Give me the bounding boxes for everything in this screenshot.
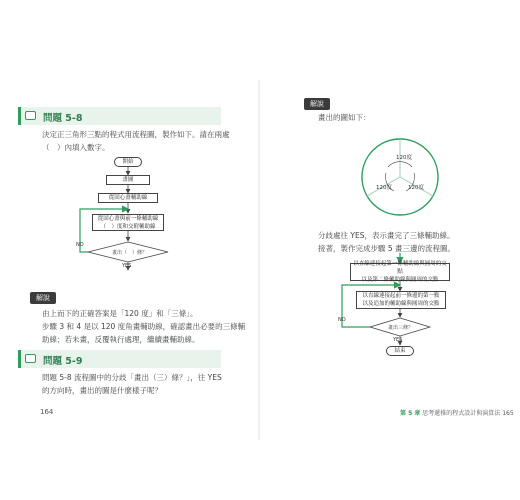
flowchart-step5 — [280, 95, 520, 425]
right-page — [280, 95, 520, 425]
left-page — [18, 95, 258, 425]
flow-end: 結束 — [386, 346, 414, 356]
question-5-9-header — [18, 350, 221, 368]
question-5-9-title: 問題 5-9 — [43, 356, 83, 367]
explanation-line: 分歧處往 YES，表示畫完了三條輔助線。 — [318, 231, 455, 240]
flow-no-label: NO — [76, 242, 84, 248]
flow-loop-line: （ ）度和交附輔助線 — [100, 223, 156, 230]
explanation-line: 接著，製作完成步驟 5 畫三邊的流程圖。 — [318, 244, 456, 253]
explanation-text — [42, 307, 245, 346]
question-5-9-text — [42, 371, 222, 397]
angle-label-left: 120度 — [376, 185, 392, 191]
chapter-title: 思考遞推的程式設計與演算法 — [422, 410, 501, 417]
question-5-8-title: 問題 5-8 — [43, 113, 83, 124]
question-text-line: 決定正三角形三點的程式用流程圖，製作如下。請在兩處 — [42, 130, 230, 139]
flow-clear: 畫圖 — [106, 175, 150, 185]
explanation-line: 助線；若未畫，反覆執行處理，繼續畫輔助線。 — [42, 335, 200, 344]
book-gutter — [258, 80, 260, 440]
page-footer-right — [400, 408, 514, 417]
flow-decision-label: 畫出三條？ — [388, 325, 414, 331]
flow-decision-label: 畫出（ ）條？ — [112, 250, 148, 256]
flow-box-1 — [350, 263, 450, 281]
angle-label-right: 120度 — [408, 185, 424, 191]
explanation-tag: 解說 — [30, 292, 56, 304]
flow-loop-line: 從固心畫與前一條輔助線 — [97, 215, 159, 222]
explanation-line: 由上而下的正確答案是「120 度」和「三條」。 — [42, 309, 198, 318]
question-text-line: 的方向時，畫出的圖是什麼樣子呢？ — [42, 386, 162, 395]
explanation-intro: 畫出的圖如下： — [318, 113, 371, 122]
explanation-line: 步驟 3 和 4 是以 120 度角畫輔助線，確認畫出必要的三條輔 — [42, 322, 246, 331]
pencil-note-icon — [25, 354, 36, 363]
flow-yes-label: YES — [393, 337, 403, 343]
question-text-line: 問題 5-8 流程圖中的分歧「畫出（三）條？」，往 YES — [42, 373, 222, 382]
flow-start: 開始 — [114, 157, 142, 167]
flow-box-line: 以及第二條輔助線與圓周的交點 — [361, 277, 439, 283]
flow-box-line: 以直線連接起第一條輔助線與圓周的交點 — [353, 261, 447, 275]
page-number-right: 165 — [502, 410, 514, 417]
flow-box-line: 以及追加的輔助線與圓周的交點 — [362, 301, 440, 307]
question-text-line: （ ）內填入數字。 — [42, 143, 110, 152]
flow-loop-box — [92, 214, 164, 231]
flow-assist-line: 從固心畫輔助線 — [98, 193, 158, 203]
chapter-label: 第 5 章 — [400, 410, 421, 417]
angle-label-top: 120度 — [396, 155, 412, 161]
flow-box-line: 以直線連接起前一條邊的第一點 — [362, 293, 440, 299]
flow-box-2 — [356, 291, 446, 309]
flow-yes-label: YES — [122, 263, 132, 269]
flow-no-label: NO — [338, 317, 346, 323]
explanation-tag: 解說 — [304, 98, 330, 110]
page-number-left: 164 — [40, 408, 54, 416]
